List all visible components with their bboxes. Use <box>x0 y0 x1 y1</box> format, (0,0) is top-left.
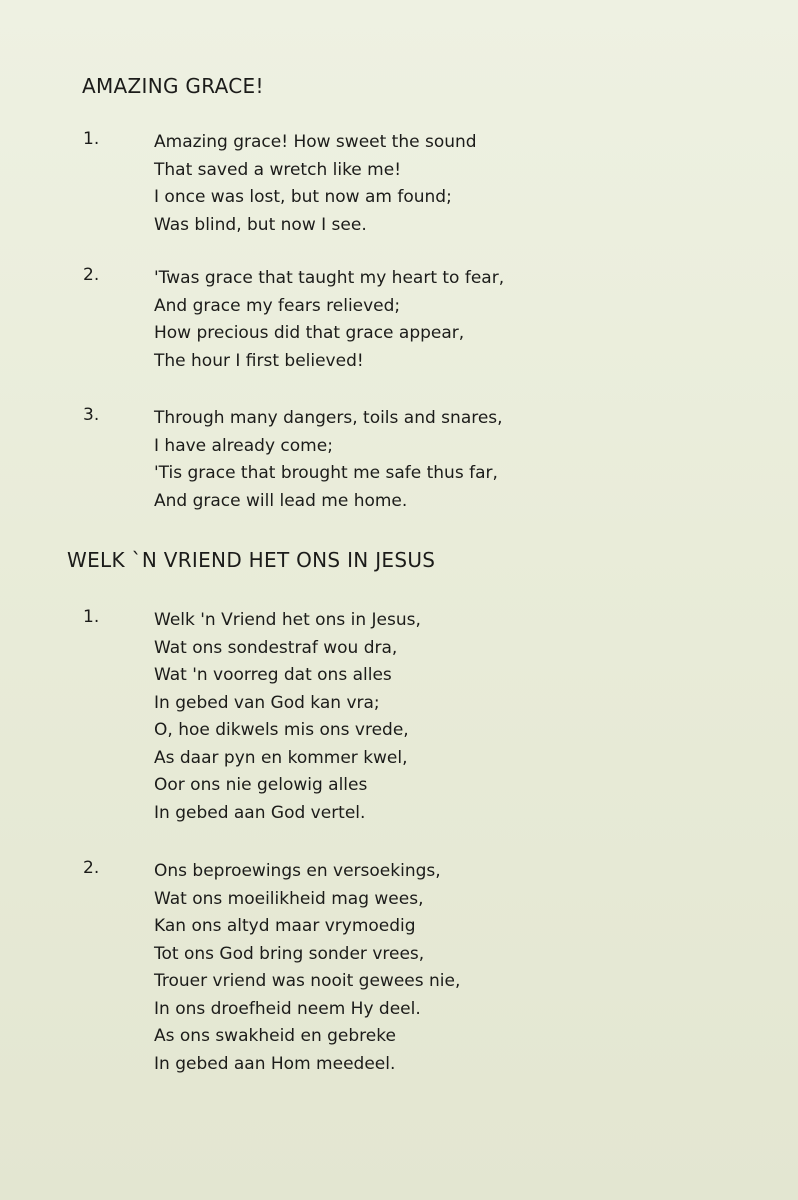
verse-number: 3. <box>83 405 100 425</box>
verse-line: Kan ons altyd maar vrymoedig <box>154 916 416 936</box>
song-title-amazing-grace: AMAZING GRACE! <box>82 74 264 98</box>
verse-line: And grace will lead me home. <box>154 490 408 511</box>
verse-line: 'Twas grace that taught my heart to fear, <box>154 268 505 288</box>
verse-line: Oor ons nie gelowig alles <box>154 775 368 795</box>
verse-line: That saved a wretch like me! <box>154 159 402 180</box>
verse-line: Wat ons moeilikheid mag wees, <box>154 888 424 909</box>
verse-line: Wat 'n voorreg dat ons alles <box>154 665 392 685</box>
verse-line: Ons beproewings en versoekings, <box>154 861 441 881</box>
verse-line: Amazing grace! How sweet the sound <box>154 132 477 152</box>
verse-lines <box>154 405 503 515</box>
verse-line: Through many dangers, toils and snares, <box>154 408 503 428</box>
verse-line: As ons swakheid en gebreke <box>154 1026 396 1046</box>
verse-lines <box>154 858 460 1078</box>
verse-line: Tot ons God bring sonder vrees, <box>154 943 425 964</box>
verse-line: In gebed aan God vertel. <box>154 802 366 823</box>
verse-lines <box>154 607 421 827</box>
song-title-welk-n-vriend: WELK `N VRIEND HET ONS IN JESUS <box>67 548 436 572</box>
verse-line: I once was lost, but now am found; <box>154 187 452 207</box>
verse-line: In ons droefheid neem Hy deel. <box>154 998 421 1019</box>
verse-line: In gebed aan Hom meedeel. <box>154 1053 396 1074</box>
verse-number: 1. <box>83 607 100 627</box>
verse-number: 1. <box>83 129 100 149</box>
verse-number: 2. <box>83 265 100 285</box>
verse-line: As daar pyn en kommer kwel, <box>154 747 408 768</box>
verse-line: And grace my fears relieved; <box>154 295 401 316</box>
verse-line: Was blind, but now I see. <box>154 214 367 235</box>
verse-lines <box>154 265 504 375</box>
verse-lines <box>154 129 477 239</box>
verse-line: Welk 'n Vriend het ons in Jesus, <box>154 610 421 630</box>
verse-line: I have already come; <box>154 435 333 456</box>
verse-line: The hour I first believed! <box>154 350 364 371</box>
verse-line: Wat ons sondestraf wou dra, <box>154 637 398 658</box>
verse-line: O, hoe dikwels mis ons vrede, <box>154 720 409 740</box>
verse-line: 'Tis grace that brought me safe thus far, <box>154 463 498 483</box>
verse-line: In gebed van God kan vra; <box>154 692 380 713</box>
verse-number: 2. <box>83 858 100 878</box>
verse-line: How precious did that grace appear, <box>154 323 465 343</box>
verse-line: Trouer vriend was nooit gewees nie, <box>154 971 461 991</box>
